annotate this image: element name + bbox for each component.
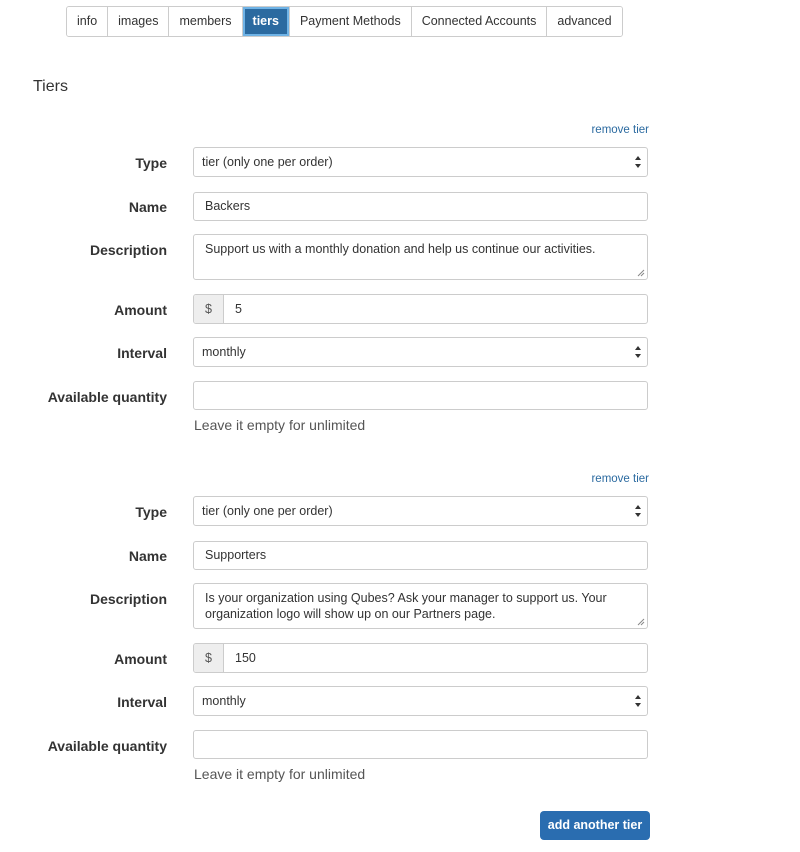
select-arrows-icon: [634, 344, 642, 360]
tab-advanced[interactable]: advanced: [547, 7, 621, 36]
type-label: Type: [135, 155, 167, 171]
amount-label: Amount: [114, 651, 167, 667]
amount-label: Amount: [114, 302, 167, 318]
section-title: Tiers: [33, 78, 68, 95]
description-text: Support us with a monthly donation and help us continue our activities.: [205, 242, 596, 256]
description-textarea[interactable]: [193, 234, 648, 280]
resize-grip-icon[interactable]: [637, 269, 645, 277]
interval-select-value: monthly: [202, 694, 246, 708]
type-label: Type: [135, 504, 167, 520]
select-arrows-icon: [634, 154, 642, 170]
tab-connected-accounts[interactable]: Connected Accounts: [412, 7, 548, 36]
available-quantity-input[interactable]: [193, 381, 648, 410]
name-label: Name: [128, 548, 167, 564]
tab-payment-methods[interactable]: Payment Methods: [290, 7, 412, 36]
tab-images[interactable]: images: [108, 7, 169, 36]
amount-input[interactable]: [193, 294, 648, 324]
select-arrows-icon: [634, 503, 642, 519]
available-quantity-label: Available quantity: [47, 389, 167, 405]
currency-addon: $: [194, 295, 224, 323]
amount-value: 5: [235, 302, 242, 316]
available-quantity-label: Available quantity: [47, 738, 167, 754]
type-select[interactable]: [193, 496, 648, 526]
interval-select-value: monthly: [202, 345, 246, 359]
remove-tier-link[interactable]: remove tier: [591, 473, 649, 485]
available-quantity-hint: Leave it empty for unlimited: [194, 417, 366, 433]
type-select-value: tier (only one per order): [202, 504, 333, 518]
currency-addon: $: [194, 644, 224, 672]
description-textarea[interactable]: [193, 583, 648, 629]
add-another-tier-button[interactable]: add another tier: [540, 811, 650, 840]
interval-label: Interval: [117, 345, 167, 361]
interval-label: Interval: [117, 694, 167, 710]
amount-value: 150: [235, 651, 256, 665]
name-input[interactable]: Supporters: [193, 541, 648, 570]
resize-grip-icon[interactable]: [637, 618, 645, 626]
interval-select[interactable]: [193, 337, 648, 367]
type-select-value: tier (only one per order): [202, 155, 333, 169]
name-label: Name: [128, 199, 167, 215]
tab-tiers[interactable]: tiers: [243, 7, 290, 36]
tab-members[interactable]: members: [169, 7, 242, 36]
description-label: Description: [89, 242, 167, 258]
interval-select[interactable]: [193, 686, 648, 716]
available-quantity-hint: Leave it empty for unlimited: [194, 766, 366, 782]
select-arrows-icon: [634, 693, 642, 709]
name-input[interactable]: Backers: [193, 192, 648, 221]
available-quantity-input[interactable]: [193, 730, 648, 759]
tab-info[interactable]: info: [67, 7, 108, 36]
description-text: Is your organization using Qubes? Ask your manager to support us. Your organization logo will show up on our Partners page.: [205, 591, 607, 621]
remove-tier-link[interactable]: remove tier: [591, 124, 649, 136]
amount-input[interactable]: [193, 643, 648, 673]
description-label: Description: [89, 591, 167, 607]
tab-bar: [66, 6, 623, 37]
type-select[interactable]: [193, 147, 648, 177]
